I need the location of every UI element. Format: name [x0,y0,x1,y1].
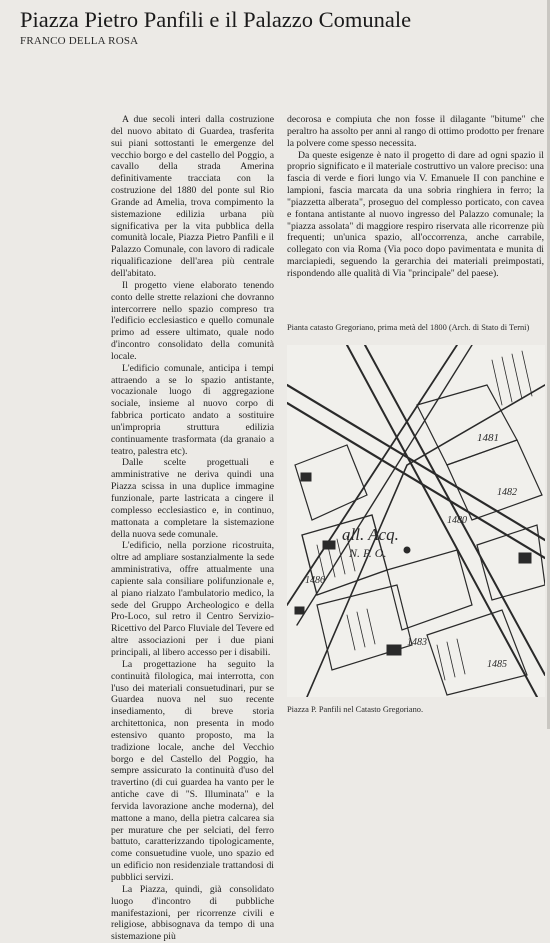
paragraph: A due secoli interi dalla costruzione del nuovo abitato di Guardea, trasferita sui piani sottostanti le emergenze del vecchio borgo e del castello del Poggio, a cavallo della strada Amerina definitivamente tracciata con la costruzione del 1880 del ponte sul Rio Grande ad Amelia, trova compimento la sistemazione edilizia urbana più significativa per la vita pubblica della comunità locale, Piazza Pietro Panfili e il Palazzo Comunale, con lavoro di radicale riqualificazione dell'area più centrale dell'abitato. [111,114,274,279]
map-parcel-number: 1481 [477,432,499,444]
paragraph: decorosa e compiuta che non fosse il dilagante "bitume" che peraltro ha assolto per anni al rango di ottimo prodotto per frenare la polvere come spesso necessita. [287,114,544,149]
map-place-label: all. Acq. [342,525,399,544]
paragraph: Da queste esigenze è nato il progetto di dare ad ogni spazio il proprio significato e il materiale costruttivo un valore preciso: una fascia di verde e fiori lungo via V. Emanuele II con panchine e lampioni, fascia marcata da una sobria ringhiera in ferro; la "piazzetta alberata", proseguo del complesso porticato, con cavea e fontana antistante al nuovo ingresso del Palazzo comunale; la "piazza assolata" di maggiore respiro riservata alle ricorrenze più frequenti; un'unica spazio, all'occorrenza, anche carrabile, collegato con via Roma (Via poco dopo pavimentata e munita di marciapiedi, seguendo la gerarchia dei materiali preimpostati, rispondendo alle qualità di Via "principale" del paese). [287,149,544,279]
paragraph: L'edificio comunale, anticipa i tempi attraendo a se lo spazio antistante, vocazionale luogo di aggregazione sociale, insieme al nuovo corpo di fabbrica porticato andato a sostituire un'impropria struttura edilizia continuamente trasformata (da granaio a teatro, palestra etc). [111,362,274,457]
map-parcel-number: 1480 [447,515,467,526]
map-place-label: N. P. O. [349,546,387,560]
paragraph: Dalle scelte progettuali e amministrative ne deriva quindi una Piazza scissa in una duplice immagine funzionale, parte lastricata a cingere il complesso ecclesiastico e, in continuo, mattonata a completare la sistemazione della nuova sede comunale. [111,457,274,540]
map-parcel-number: 1483 [407,637,427,648]
cadastral-map-drawing [287,345,545,697]
paragraph: La Piazza, quindi, già consolidato luogo d'incontro di pubbliche manifestazioni, per ricorrenze civili e religiose, abbisognava da tempo di una sistemazione più [111,883,274,943]
left-text-column [111,114,274,943]
map-parcel-number: 1482 [497,487,517,498]
cadastral-map-image [287,345,545,697]
map-caption-bottom: Piazza P. Panfili nel Catasto Gregoriano. [287,705,424,714]
map-parcel-number: 1486 [305,575,325,586]
paragraph: L'edificio, nella porzione ricostruita, oltre ad ampliare sostanzialmente la sede amministrativa, offre attualmente una capiente sala consiliare polifunzionale e, al piano rialzato l'ambulatorio medico, la sede del Gruppo Archeologico e della Pro-Loco, sul retro il Centro Servizio-Ricettivo del Parco Fluviale del Tevere ed altre associazioni per i due piani principali, al libero accesso per i disabili. [111,540,274,658]
paragraph: La progettazione ha seguito la continuità filologica, mai interrotta, con l'uso dei materiali consuetudinari, pur se Guardea nuova nel suo recente insediamento, di breve storia architettonica, non presenta in modo estensivo quanto proposto, ma la tradizione locale, anche del Vecchio borgo e del Castello del Poggio, ha sempre assicurato la continuità d'uso del travertino (di cui guardea ha vanto per le antiche cave di "S. Illuminata" e la fervida lavorazione anche moderna), del mattone a mano, della pietra calcarea sia per murature che per selciati, del ferro battuto, caratterizzando tipologicamente, come consuetudine vuole, uno spazio ed un edificio non residenziale trattandosi di pubblici servizi. [111,658,274,883]
author-name: FRANCO DELLA ROSA [20,35,139,47]
right-text-column [287,114,544,280]
map-caption-top: Pianta catasto Gregoriano, prima metà del 1800 (Arch. di Stato di Terni) [287,323,530,332]
paragraph: Il progetto viene elaborato tenendo conto delle strette relazioni che dovranno intercorrere nello spazio compreso tra l'edificio ecclesiastico e quello comunale primo ad essere ultimato, quale nodo d'incontro consolidato della comunità locale. [111,279,274,362]
page-title: Piazza Pietro Panfili e il Palazzo Comunale [20,7,412,32]
map-parcel-number: 1485 [487,659,507,670]
